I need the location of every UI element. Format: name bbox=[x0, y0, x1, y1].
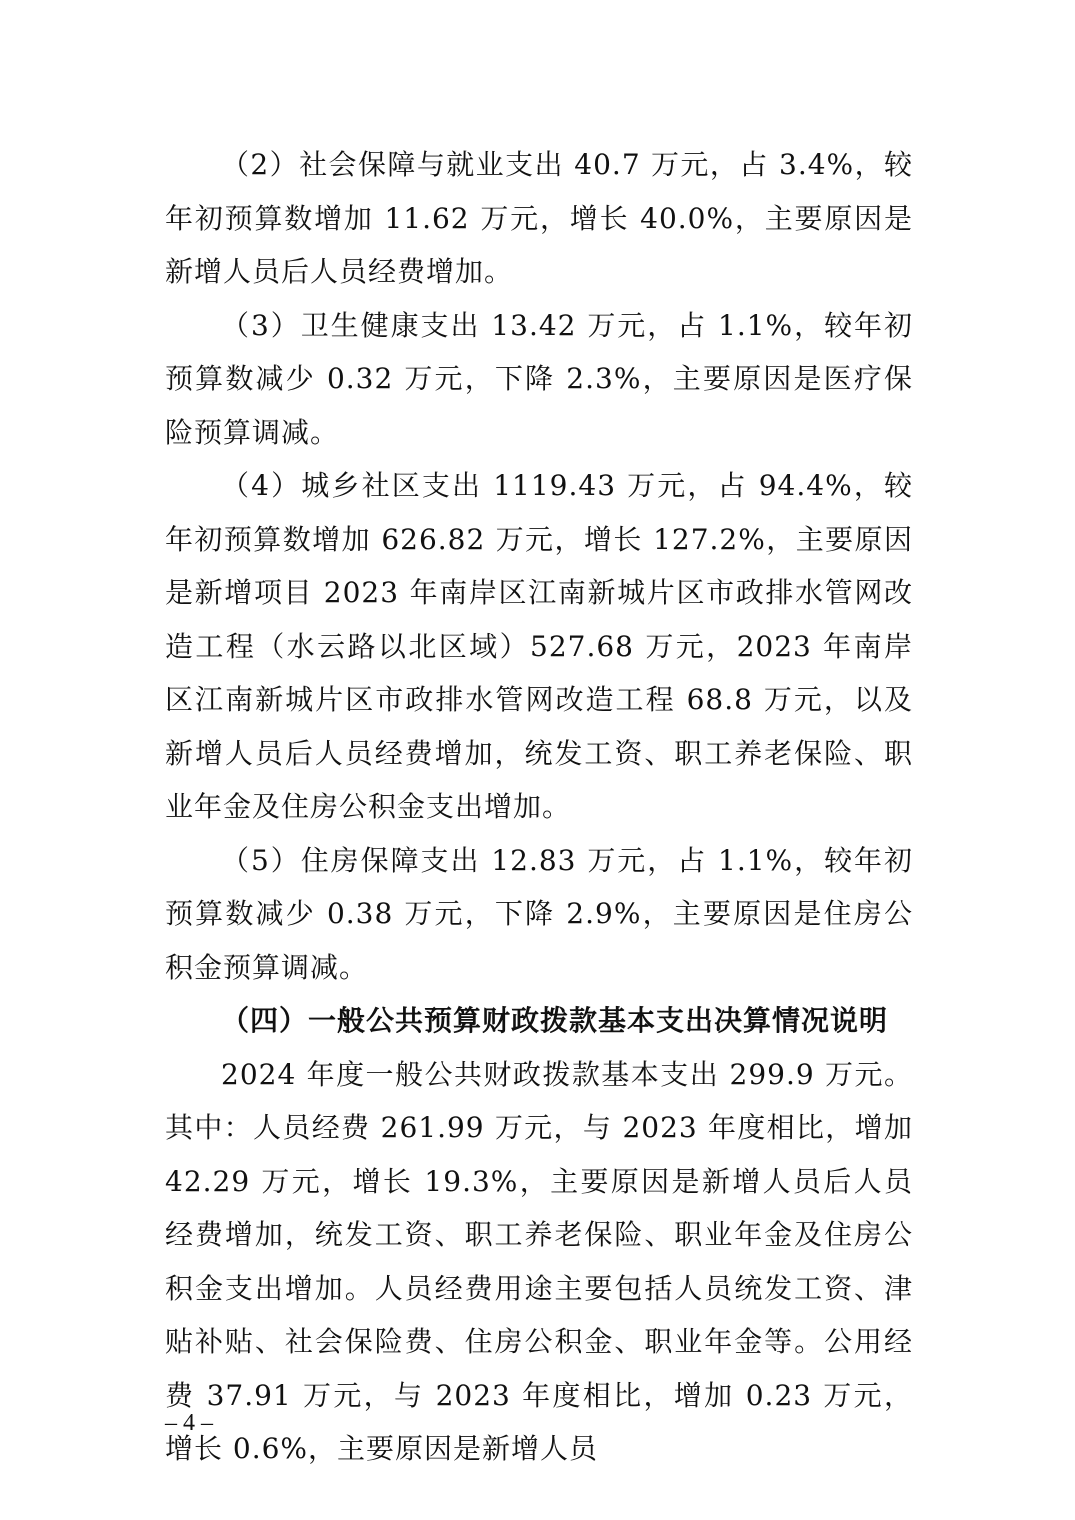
paragraph-health: （3）卫生健康支出 13.42 万元，占 1.1%，较年初预算数减少 0.32 万元，下降 2.3%，主要原因是医疗保险预算调减。 bbox=[165, 308, 913, 449]
paragraph-housing: （5）住房保障支出 12.83 万元，占 1.1%，较年初预算数减少 0.38 万元，下降 2.9%，主要原因是住房公积金预算调减。 bbox=[165, 843, 913, 984]
paragraph-basic-expenditure: 2024 年度一般公共财政拨款基本支出 299.9 万元。其中：人员经费 261.99 万元，与 2023 年度相比，增加 42.29 万元，增长 19.3%，主要原因是新增人员后人员经费增加，统发工资、职工养老保险、职业年金及住房公积金支出增加。人员经费用途主要包括人员统发工资、津贴补贴、社会保险费、住房公积金、职业年金等。公用经费 37.91 万元，与 2023 年度相比，增加 0.23 万元，增长 0.6%，主要原因是新增人员 bbox=[165, 1057, 913, 1465]
document-page bbox=[165, 138, 913, 1476]
section-heading: （四）一般公共预算财政拨款基本支出决算情况说明 bbox=[221, 1004, 889, 1037]
paragraph-social-security: （2）社会保障与就业支出 40.7 万元，占 3.4%，较年初预算数增加 11.62 万元，增长 40.0%，主要原因是新增人员后人员经费增加。 bbox=[165, 148, 913, 288]
page-number: – 4 – bbox=[165, 1410, 213, 1436]
paragraph-urban-rural: （4）城乡社区支出 1119.43 万元，占 94.4%，较年初预算数增加 626.82 万元，增长 127.2%，主要原因是新增项目 2023 年南岸区江南新城片区市政排水管网改造工程（水云路以北区域）527.68 万元，2023 年南岸区江南新城片区市政排水管网改造工程 68.8 万元，以及新增人员后人员经费增加，统发工资、职工养老保险、职业年金及住房公积金支出增加。 bbox=[165, 469, 913, 823]
